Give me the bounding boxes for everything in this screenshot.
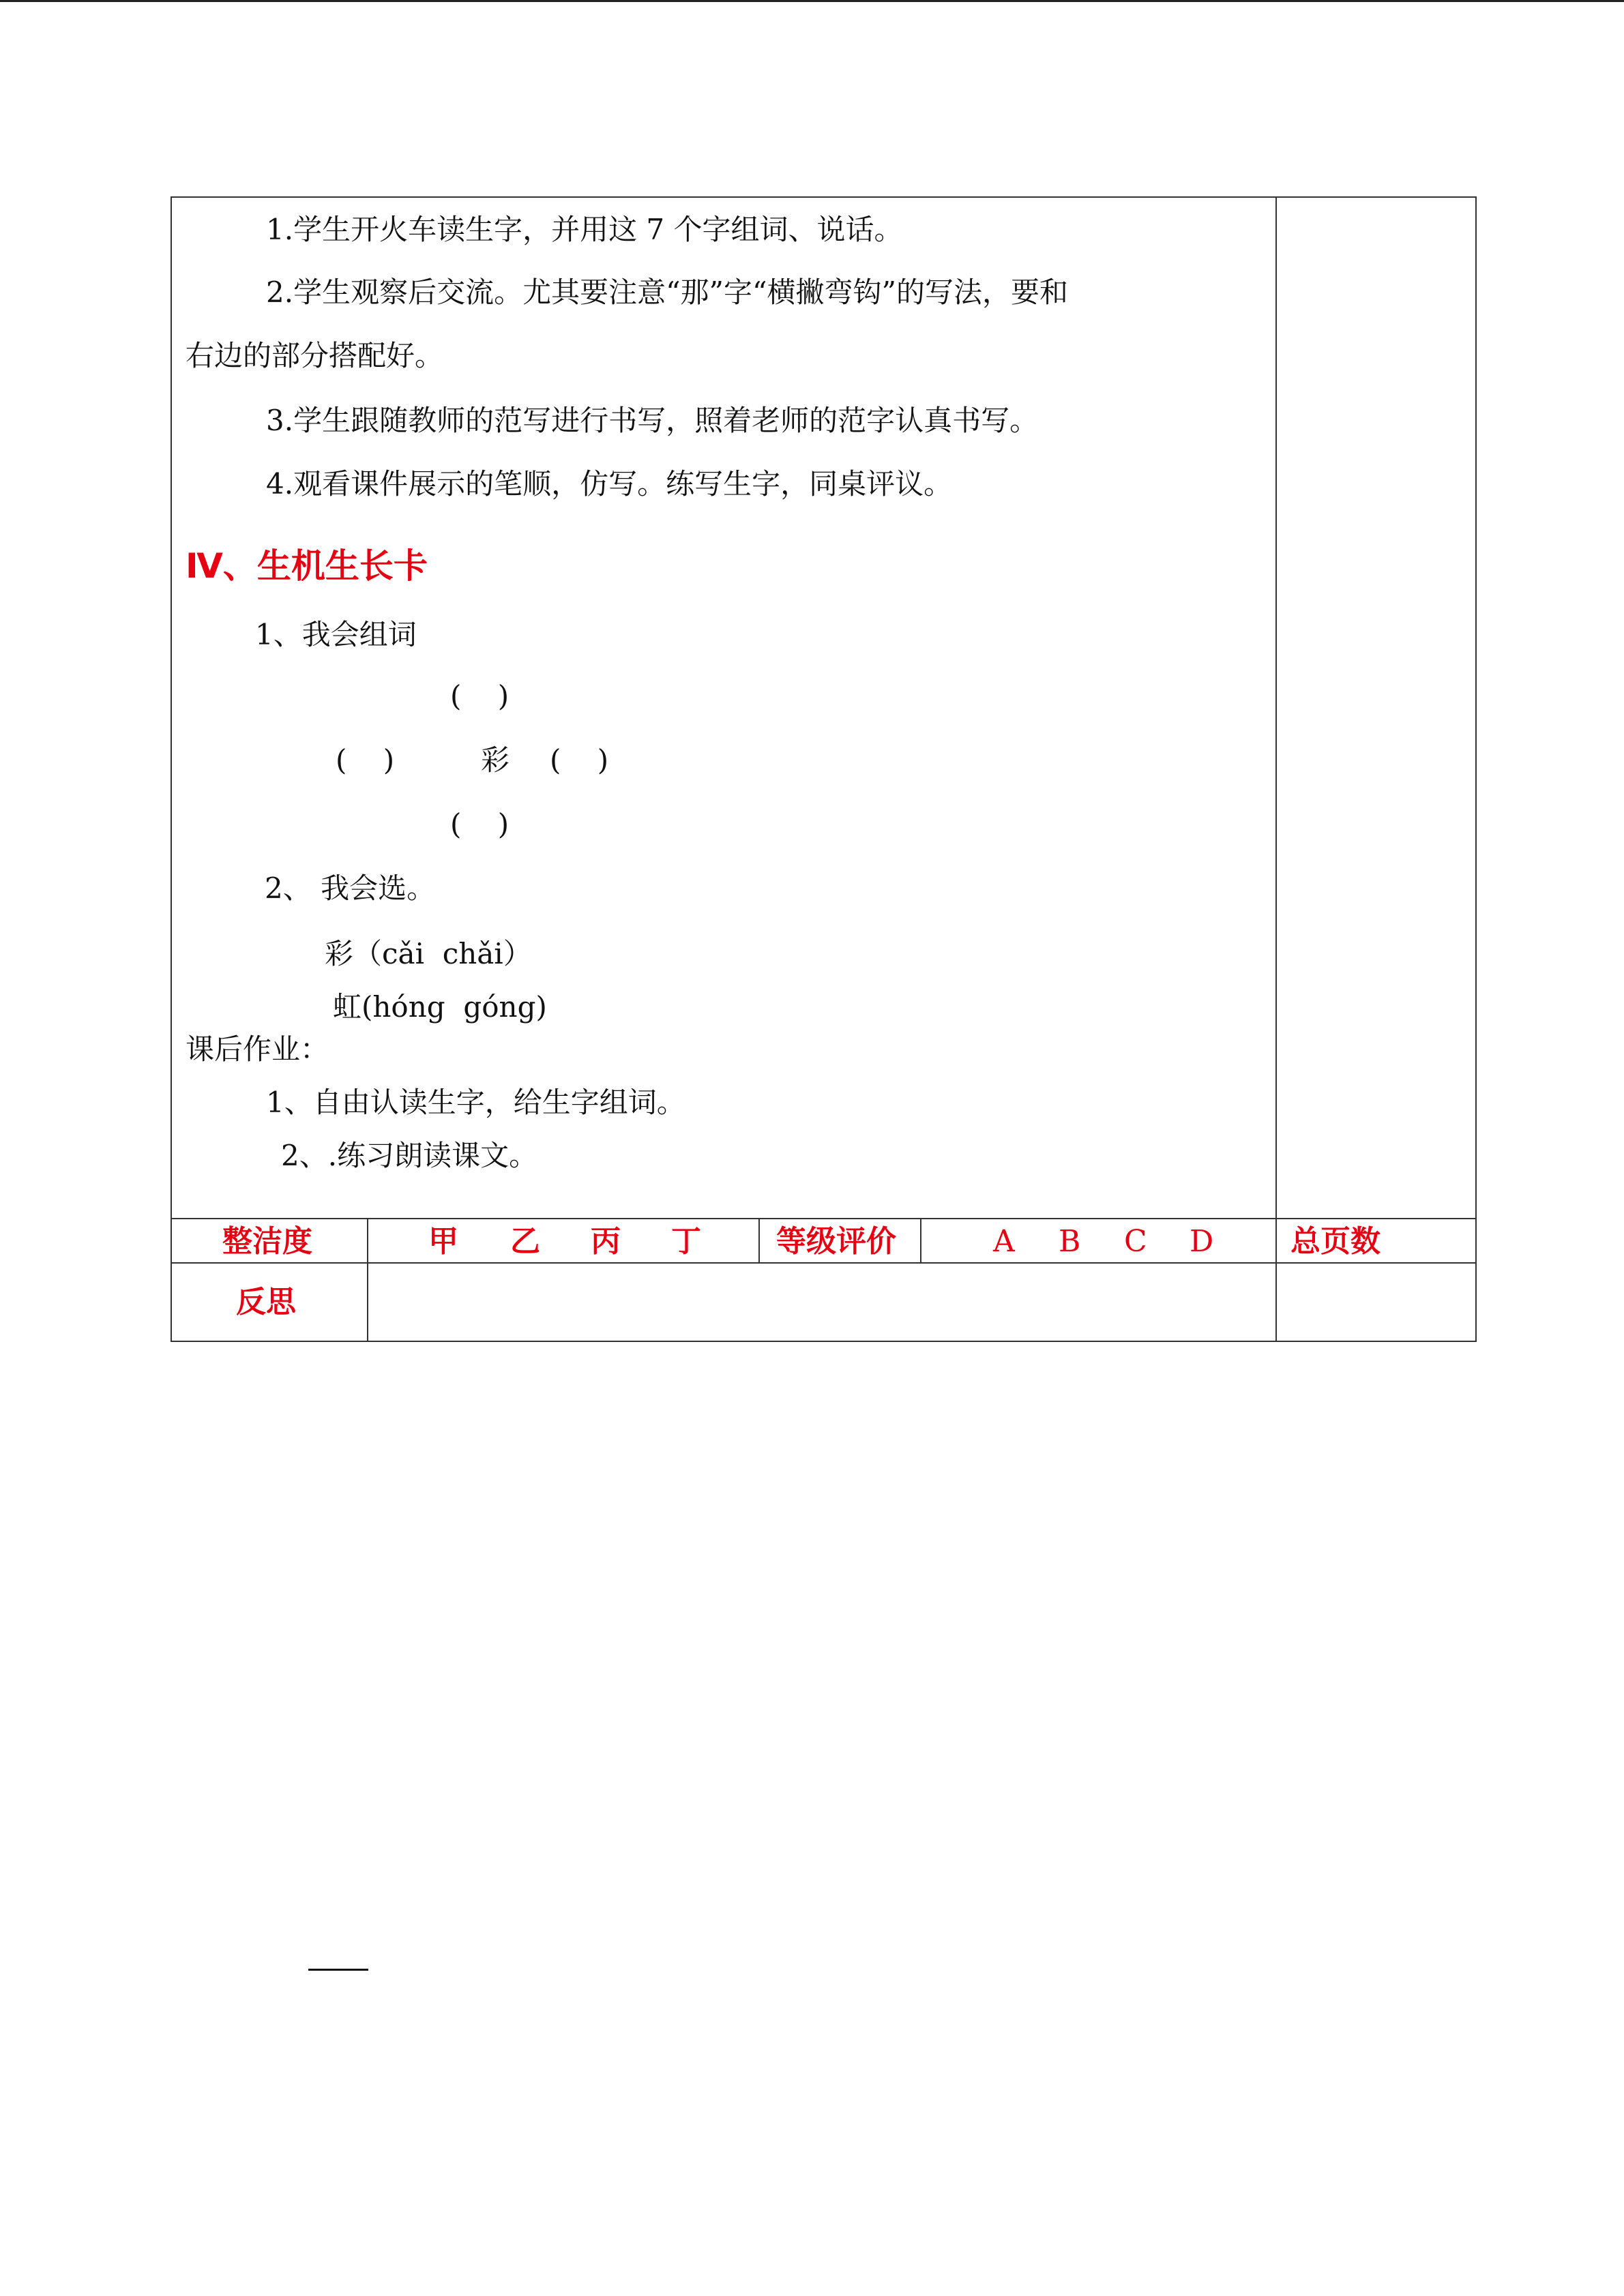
blank-right: ( ) [550,743,609,777]
exercise-2-title: 2、 我会选。 [265,871,436,905]
right-column-divider [1275,196,1277,1342]
grade-label: 等级评价 [776,1224,896,1259]
step-1: 1.学生开火车读生字，并用这 7 个字组词、说话。 [266,213,903,246]
grade-option-d: D [1190,1224,1214,1259]
step-2: 2.学生观察后交流。尤其要注意“那”字“横撇弯钩”的写法，要和 [266,275,1068,309]
blank-left: ( ) [336,743,395,777]
reflection-label: 反思 [236,1285,296,1320]
grade-option-b: B [1059,1224,1081,1259]
step-4: 4.观看课件展示的笔顺，仿写。练写生字，同桌评议。 [266,467,953,501]
grade-label-left-divider [758,1218,760,1262]
grade-label-right-divider [920,1218,921,1262]
step-2-continued: 右边的部分搭配好。 [186,339,444,372]
blank-bottom: ( ) [450,807,510,841]
step-3: 3.学生跟随教师的范写进行书写，照着老师的范字认真书写。 [266,404,1039,437]
homework-item-2: 2、.练习朗读课文。 [281,1139,538,1172]
footer-short-rule [308,1969,368,1971]
grade-option-a: A [993,1224,1015,1259]
neatness-option-ding: 丁 [671,1224,701,1259]
neatness-option-jia: 甲 [428,1224,458,1259]
neatness-option-yi: 乙 [510,1224,540,1259]
blank-top: ( ) [450,679,510,713]
homework-title: 课后作业： [186,1032,329,1066]
homework-item-1: 1、自由认读生字，给生字组词。 [266,1086,685,1119]
center-character: 彩 [481,743,510,777]
label-column-divider [367,1218,368,1342]
total-pages-label: 总页数 [1290,1224,1381,1259]
exercise-1-title: 1、我会组词 [255,618,417,651]
page-top-rule [0,0,1624,2]
pinyin-choice-2: 虹(hóng góng) [333,990,547,1024]
pinyin-choice-1: 彩（cǎi chǎi） [325,937,532,970]
neatness-option-bing: 丙 [591,1224,621,1259]
neatness-label: 整洁度 [222,1224,312,1259]
section-heading: Ⅳ、生机生长卡 [186,546,428,586]
grade-option-c: C [1124,1224,1147,1259]
